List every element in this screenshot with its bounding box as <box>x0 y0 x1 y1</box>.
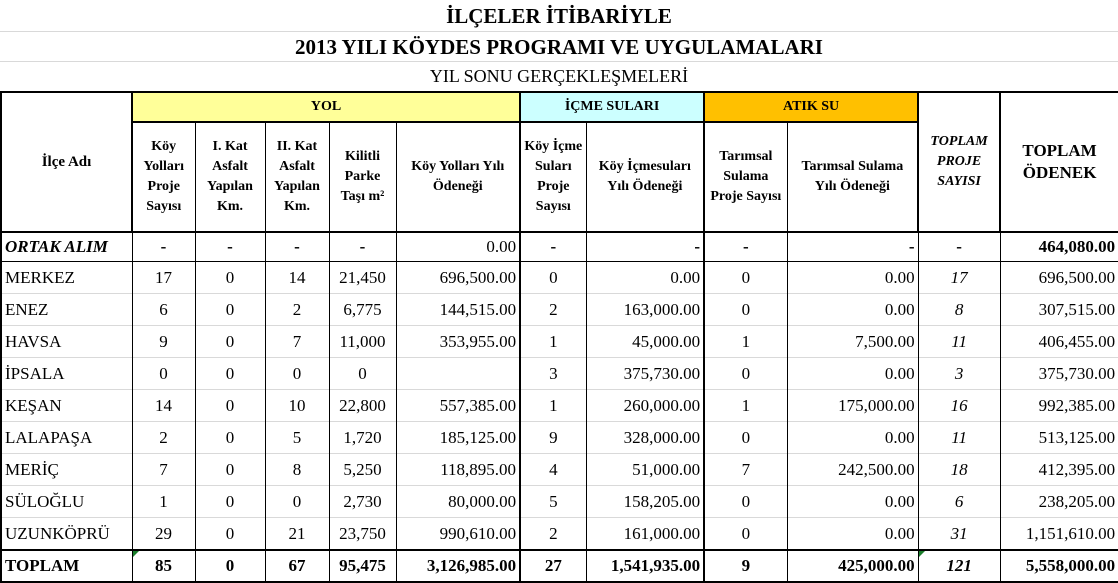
cell-atik-proje: 0 <box>704 358 787 390</box>
col-ilce-adi: İlçe Adı <box>1 92 132 232</box>
cell-parke: 1,720 <box>329 422 396 454</box>
cell-atik-proje: 0 <box>704 422 787 454</box>
cell-toplam-odenek: 513,125.00 <box>1000 422 1118 454</box>
cell-atik-odenek: 0.00 <box>787 262 918 294</box>
cell-atik-proje: 1 <box>704 390 787 422</box>
cell-kat2: 0 <box>265 486 329 518</box>
cell-kat1: - <box>195 232 265 262</box>
cell-parke: 11,000 <box>329 326 396 358</box>
table-row <box>1 358 1118 390</box>
cell-toplam-odenek: 307,515.00 <box>1000 294 1118 326</box>
cell-yol-odenek: 696,500.00 <box>396 262 520 294</box>
cell-toplam-proje: 6 <box>918 486 1000 518</box>
report-title: İLÇELER İTİBARİYLE <box>0 0 1118 32</box>
cell-toplam-odenek: 464,080.00 <box>1000 232 1118 262</box>
cell-atik-proje: 7 <box>704 454 787 486</box>
cell-toplam-proje: 17 <box>918 262 1000 294</box>
cell-atik-proje: 0 <box>704 262 787 294</box>
cell-name: ENEZ <box>1 294 132 326</box>
cell-parke: 6,775 <box>329 294 396 326</box>
cell-kat1: 0 <box>195 486 265 518</box>
report-title-block <box>0 0 1118 91</box>
cell-icme-odenek: 51,000.00 <box>586 454 704 486</box>
cell-kat2: 21 <box>265 518 329 551</box>
cell-name: MERİÇ <box>1 454 132 486</box>
cell-atik-odenek: 0.00 <box>787 518 918 551</box>
table-row <box>1 262 1118 294</box>
cell-parke: 22,800 <box>329 390 396 422</box>
cell-kat2: 10 <box>265 390 329 422</box>
cell-kat1: 0 <box>195 390 265 422</box>
cell-yol-proje: 9 <box>132 326 195 358</box>
cell-atik-proje: 9 <box>704 550 787 582</box>
cell-toplam-proje: 18 <box>918 454 1000 486</box>
cell-yol-proje: 17 <box>132 262 195 294</box>
cell-toplam-proje: 3 <box>918 358 1000 390</box>
cell-toplam-odenek: 238,205.00 <box>1000 486 1118 518</box>
cell-toplam-odenek: 5,558,000.00 <box>1000 550 1118 582</box>
cell-parke: 0 <box>329 358 396 390</box>
cell-yol-odenek: 80,000.00 <box>396 486 520 518</box>
cell-atik-odenek: 425,000.00 <box>787 550 918 582</box>
cell-yol-odenek: 3,126,985.00 <box>396 550 520 582</box>
cell-parke: 23,750 <box>329 518 396 551</box>
cell-parke: 2,730 <box>329 486 396 518</box>
cell-yol-proje: 7 <box>132 454 195 486</box>
cell-yol-proje: 14 <box>132 390 195 422</box>
table-row <box>1 454 1118 486</box>
table-row <box>1 294 1118 326</box>
col-kat1: I. Kat Asfalt Yapılan Km. <box>195 122 265 232</box>
col-parke: Kilitli Parke Taşı m² <box>329 122 396 232</box>
table-row <box>1 422 1118 454</box>
cell-yol-odenek: 353,955.00 <box>396 326 520 358</box>
cell-toplam-odenek: 412,395.00 <box>1000 454 1118 486</box>
cell-kat1: 0 <box>195 550 265 582</box>
cell-icme-proje: 5 <box>520 486 586 518</box>
col-toplam-proje: TOPLAM PROJE SAYISI <box>918 92 1000 232</box>
cell-icme-proje: 2 <box>520 294 586 326</box>
table-row <box>1 486 1118 518</box>
report-subtitle: 2013 YILI KÖYDES PROGRAMI VE UYGULAMALARI <box>0 32 1118 62</box>
cell-parke: - <box>329 232 396 262</box>
cell-name: İPSALA <box>1 358 132 390</box>
cell-atik-odenek: 7,500.00 <box>787 326 918 358</box>
cell-atik-proje: 1 <box>704 326 787 358</box>
cell-icme-proje: 4 <box>520 454 586 486</box>
cell-toplam-odenek: 375,730.00 <box>1000 358 1118 390</box>
cell-icme-proje: 1 <box>520 326 586 358</box>
table-row <box>1 390 1118 422</box>
cell-atik-proje: 0 <box>704 294 787 326</box>
cell-kat2: 7 <box>265 326 329 358</box>
cell-atik-odenek: 0.00 <box>787 486 918 518</box>
cell-name: TOPLAM <box>1 550 132 582</box>
cell-icme-odenek: 0.00 <box>586 262 704 294</box>
cell-yol-proje: 1 <box>132 486 195 518</box>
cell-icme-odenek: 260,000.00 <box>586 390 704 422</box>
cell-atik-proje: 0 <box>704 518 787 551</box>
cell-kat1: 0 <box>195 518 265 551</box>
cell-parke: 21,450 <box>329 262 396 294</box>
cell-atik-proje: - <box>704 232 787 262</box>
cell-icme-proje: 2 <box>520 518 586 551</box>
cell-icme-proje: 3 <box>520 358 586 390</box>
cell-atik-proje: 0 <box>704 486 787 518</box>
cell-kat2: 14 <box>265 262 329 294</box>
cell-yol-proje: 85 <box>132 550 195 582</box>
cell-toplam-proje: 16 <box>918 390 1000 422</box>
cell-icme-odenek: 45,000.00 <box>586 326 704 358</box>
cell-kat1: 0 <box>195 326 265 358</box>
cell-kat1: 0 <box>195 454 265 486</box>
cell-icme-odenek: 161,000.00 <box>586 518 704 551</box>
cell-kat1: 0 <box>195 422 265 454</box>
cell-atik-odenek: 0.00 <box>787 422 918 454</box>
cell-kat2: 2 <box>265 294 329 326</box>
cell-yol-odenek: 557,385.00 <box>396 390 520 422</box>
cell-icme-proje: 0 <box>520 262 586 294</box>
cell-icme-odenek: 1,541,935.00 <box>586 550 704 582</box>
cell-kat2: 67 <box>265 550 329 582</box>
cell-yol-odenek: 0.00 <box>396 232 520 262</box>
cell-kat2: 0 <box>265 358 329 390</box>
cell-parke: 95,475 <box>329 550 396 582</box>
cell-yol-proje: - <box>132 232 195 262</box>
cell-yol-odenek: 144,515.00 <box>396 294 520 326</box>
cell-icme-proje: - <box>520 232 586 262</box>
cell-yol-proje: 6 <box>132 294 195 326</box>
cell-name: LALAPAŞA <box>1 422 132 454</box>
cell-atik-odenek: 0.00 <box>787 294 918 326</box>
cell-kat2: 5 <box>265 422 329 454</box>
cell-toplam-odenek: 406,455.00 <box>1000 326 1118 358</box>
col-toplam-odenek: TOPLAM ÖDENEK <box>1000 92 1118 232</box>
table-row-toplam <box>1 550 1118 582</box>
cell-name: ORTAK ALIM <box>1 232 132 262</box>
cell-yol-odenek: 185,125.00 <box>396 422 520 454</box>
col-yol-proje: Köy Yolları Proje Sayısı <box>132 122 195 232</box>
cell-toplam-proje: 8 <box>918 294 1000 326</box>
cell-atik-odenek: 0.00 <box>787 358 918 390</box>
cell-toplam-proje: 11 <box>918 326 1000 358</box>
cell-atik-odenek: 242,500.00 <box>787 454 918 486</box>
group-atik-su: ATIK SU <box>704 92 918 122</box>
cell-parke: 5,250 <box>329 454 396 486</box>
cell-toplam-odenek: 1,151,610.00 <box>1000 518 1118 551</box>
col-icme-proje: Köy İçme Suları Proje Sayısı <box>520 122 586 232</box>
cell-yol-proje: 29 <box>132 518 195 551</box>
cell-icme-odenek: 158,205.00 <box>586 486 704 518</box>
col-atik-proje: Tarımsal Sulama Proje Sayısı <box>704 122 787 232</box>
cell-atik-odenek: - <box>787 232 918 262</box>
cell-toplam-odenek: 992,385.00 <box>1000 390 1118 422</box>
cell-icme-proje: 9 <box>520 422 586 454</box>
cell-yol-odenek: 118,895.00 <box>396 454 520 486</box>
cell-kat1: 0 <box>195 358 265 390</box>
cell-name: HAVSA <box>1 326 132 358</box>
group-yol: YOL <box>132 92 520 122</box>
cell-kat1: 0 <box>195 294 265 326</box>
col-icme-odenek: Köy İçmesuları Yılı Ödeneği <box>586 122 704 232</box>
table-row <box>1 326 1118 358</box>
group-icme-sulari: İÇME SULARI <box>520 92 704 122</box>
cell-yol-proje: 0 <box>132 358 195 390</box>
cell-name: SÜLOĞLU <box>1 486 132 518</box>
cell-icme-odenek: 375,730.00 <box>586 358 704 390</box>
cell-name: MERKEZ <box>1 262 132 294</box>
table-row-ortak-alim <box>1 232 1118 262</box>
cell-toplam-proje: 11 <box>918 422 1000 454</box>
cell-toplam-odenek: 696,500.00 <box>1000 262 1118 294</box>
cell-toplam-proje: 121 <box>918 550 1000 582</box>
cell-toplam-proje: 31 <box>918 518 1000 551</box>
koydes-table <box>0 91 1118 583</box>
cell-atik-odenek: 175,000.00 <box>787 390 918 422</box>
cell-kat1: 0 <box>195 262 265 294</box>
col-kat2: II. Kat Asfalt Yapılan Km. <box>265 122 329 232</box>
cell-icme-odenek: 163,000.00 <box>586 294 704 326</box>
cell-kat2: - <box>265 232 329 262</box>
cell-name: UZUNKÖPRÜ <box>1 518 132 551</box>
report-period: YIL SONU GERÇEKLEŞMELERİ <box>429 66 689 86</box>
cell-yol-odenek: 990,610.00 <box>396 518 520 551</box>
cell-yol-proje: 2 <box>132 422 195 454</box>
col-yol-odenek: Köy Yolları Yılı Ödeneği <box>396 122 520 232</box>
table-row <box>1 518 1118 551</box>
cell-kat2: 8 <box>265 454 329 486</box>
col-atik-odenek: Tarımsal Sulama Yılı Ödeneği <box>787 122 918 232</box>
cell-toplam-proje: - <box>918 232 1000 262</box>
cell-icme-odenek: - <box>586 232 704 262</box>
cell-icme-proje: 27 <box>520 550 586 582</box>
cell-icme-odenek: 328,000.00 <box>586 422 704 454</box>
cell-icme-proje: 1 <box>520 390 586 422</box>
cell-yol-odenek <box>396 358 520 390</box>
cell-name: KEŞAN <box>1 390 132 422</box>
